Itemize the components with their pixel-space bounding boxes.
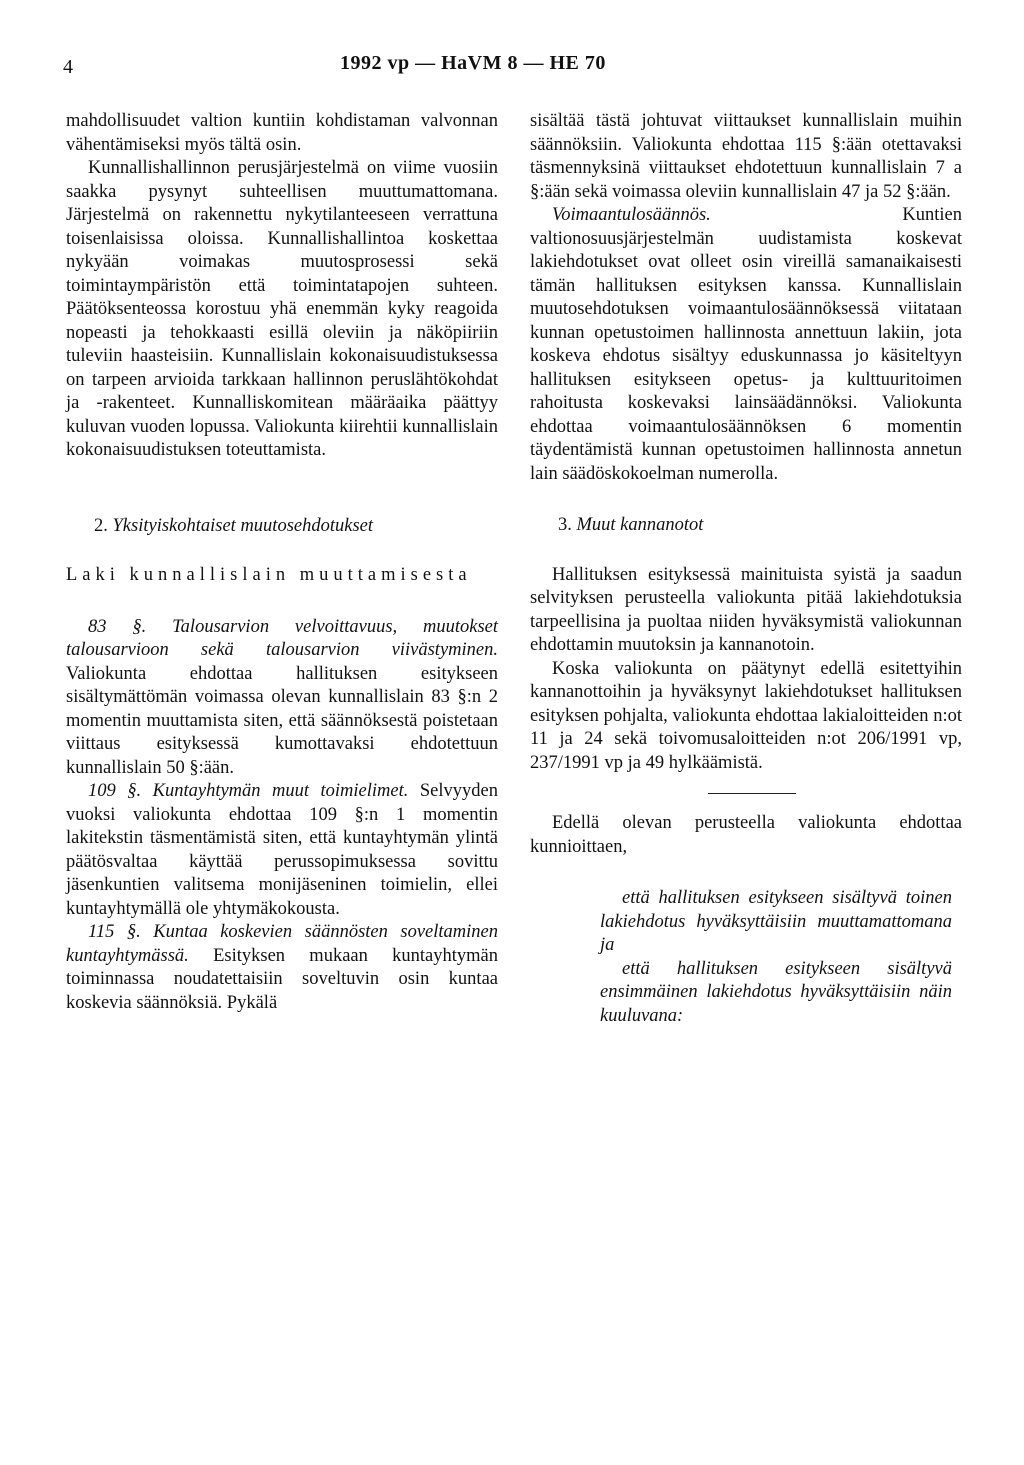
transition-provision <box>530 204 962 486</box>
section-109 <box>66 780 498 921</box>
running-title: 1992 vp — HaVM 8 — HE 70 <box>340 52 606 74</box>
transition-text: Kuntien valtionosuusjärjestelmän uudistamista koskevat lakiehdotukset ovat olleet osin vireillä samanaikaisesti tämän hallituksen esityksen kanssa. Kunnallislain muutosehdotuksen voimaantulosäännöksessä viitataan kunnan opetustoimen hallinnosta annettuun lakiin, jota koskeva ehdotus sisältyy eduskunnassa jo käsiteltyyn hallituksen esitykseen opetus- ja kulttuuritoimen rahoitusta koskevaksi lainsäädännöksi. Valiokunta ehdottaa voimaantulosäännöksen 6 momentin täydentämistä kunnan opetustoimen hallinnosta annetun lain säädöskokoelman numerolla. <box>530 205 962 484</box>
section-109-title: Kuntayhtymän muut toimielimet. <box>152 781 409 801</box>
section-83-text: Valiokunta ehdottaa hallituksen esitykseen sisältymättömän voimassa olevan kunnallislain 83 §:n 2 momentin muuttamista siten, että säännöksestä poistetaan viittaus esityksessä kumottavaksi ehdotettuun kunnallislain 50 §:ään. <box>66 663 498 778</box>
section-115 <box>66 921 498 1015</box>
section-2-title: Yksityiskohtaiset muutosehdotukset <box>112 515 374 536</box>
section-115-number: 115 §. <box>88 922 141 942</box>
section-115-title: Kuntaa koskevien säännösten soveltaminen kuntayhtymässä. <box>66 922 498 966</box>
paragraph-municipal-administration: Kunnallishallinnon perusjärjestelmä on viime vuosiin saakka pysynyt suhteellisen muuttumattomana. Järjestelmä on rakennettu nykytilanteeseen verrattuna toisenlaisissa oloissa. Kunnallishallintoa koskettaa nykyään voimakas muutosprosessi sekä toimintaympäristön että toimintatapojen suhteen. Päätöksenteossa korostuu yhä enemmän kyky reagoida nopeasti ja tehokkaasti esillä oleviin ja näköpiiriin tuleviin haasteisiin. Kunnallislain kokonaisuudistuksessa on tarpeen arvioida tarkkaan hallinnon peruslähtökohdat ja -rakenteet. Kunnalliskomitean määräaika päättyy kuluvan vuoden lopussa. Valiokunta kiirehtii kunnallislain kokonaisuudistuksen toteuttamista. <box>66 158 498 460</box>
right-column <box>530 110 962 1028</box>
section-3-heading <box>530 514 962 538</box>
section-3-title: Muut kannanotot <box>576 515 704 535</box>
transition-heading: Voimaantulosäännös. <box>552 205 711 225</box>
section-115-text: Esityksen mukaan kuntayhtymän toiminnassa noudatettaisiin soveltuvin osin kuntaa koskevia säännöksiä. Pykälä <box>66 945 498 1013</box>
section-83-number: 83 §. <box>88 616 147 637</box>
section-2-number: 2. <box>94 515 108 536</box>
section-109-number: 109 §. <box>88 781 142 801</box>
page-number: 4 <box>63 56 73 78</box>
section-2-heading <box>66 515 498 539</box>
section-3-number: 3. <box>558 515 572 535</box>
continuation-paragraph: sisältää tästä johtuvat viittaukset kunnallislain muihin säännöksiin. Valiokunta ehdottaa 115 §:ään otettavaksi täsmennyksinä viittaukset ehdotettuun kunnallislain 7 a §:ään sekä voimassa oleviin kunnallislain 47 ja 52 §:ään. <box>530 111 962 202</box>
law-title: Laki kunnallislain muuttamisesta <box>66 565 472 585</box>
section-83-title: Talousarvion velvoittavuus, muutokset talousarvioon sekä talousarvion viivästyminen. <box>66 616 499 660</box>
section-83 <box>66 616 498 781</box>
conclusion-second: että hallituksen esitykseen sisältyvä ensimmäinen lakiehdotus hyväksyttäisiin näin kuuluvana: <box>600 958 952 1026</box>
paragraph-opinion: Hallituksen esityksessä mainituista syistä ja saadun selvityksen perusteella valiokunta pitää lakiehdotuksia tarpeellisina ja puoltaa niiden hyväksymistä valiokunnan ehdottamin muutoksin ja kannanotoin. <box>530 564 962 655</box>
section-109-text: Selvyyden vuoksi valiokunta ehdottaa 109 §:n 1 momentin lakitekstin täsmentämistä siten, että kuntayhtymän ylintä päätösvaltaa käyttää perussopimuksessa sovittu jäsenkuntien valitsema monijäseninen toimielin, ellei kuntayhtymällä ole yhtymäkokousta. <box>66 781 498 919</box>
left-column <box>66 110 498 1015</box>
paragraph-proposal: Edellä olevan perusteella valiokunta ehdottaa kunnioittaen, <box>530 813 962 857</box>
conclusion-block <box>530 887 962 1028</box>
conclusion-first: että hallituksen esitykseen sisältyvä toinen lakiehdotus hyväksyttäisiin muuttamattomana ja <box>600 888 952 955</box>
paragraph-rejection: Koska valiokunta on päätynyt edellä esitettyihin kannanottoihin ja hyväksynyt lakiehdotukset hallituksen esityksen pohjalta, valiokunta ehdottaa lakialoitteiden n:ot 11 ja 24 sekä toivomusaloitteiden n:ot 206/1991 vp, 237/1991 vp ja 49 hylkäämistä. <box>530 658 962 773</box>
intro-paragraph: mahdollisuudet valtion kuntiin kohdistaman valvonnan vähentämiseksi myös tältä osin. <box>66 111 498 155</box>
